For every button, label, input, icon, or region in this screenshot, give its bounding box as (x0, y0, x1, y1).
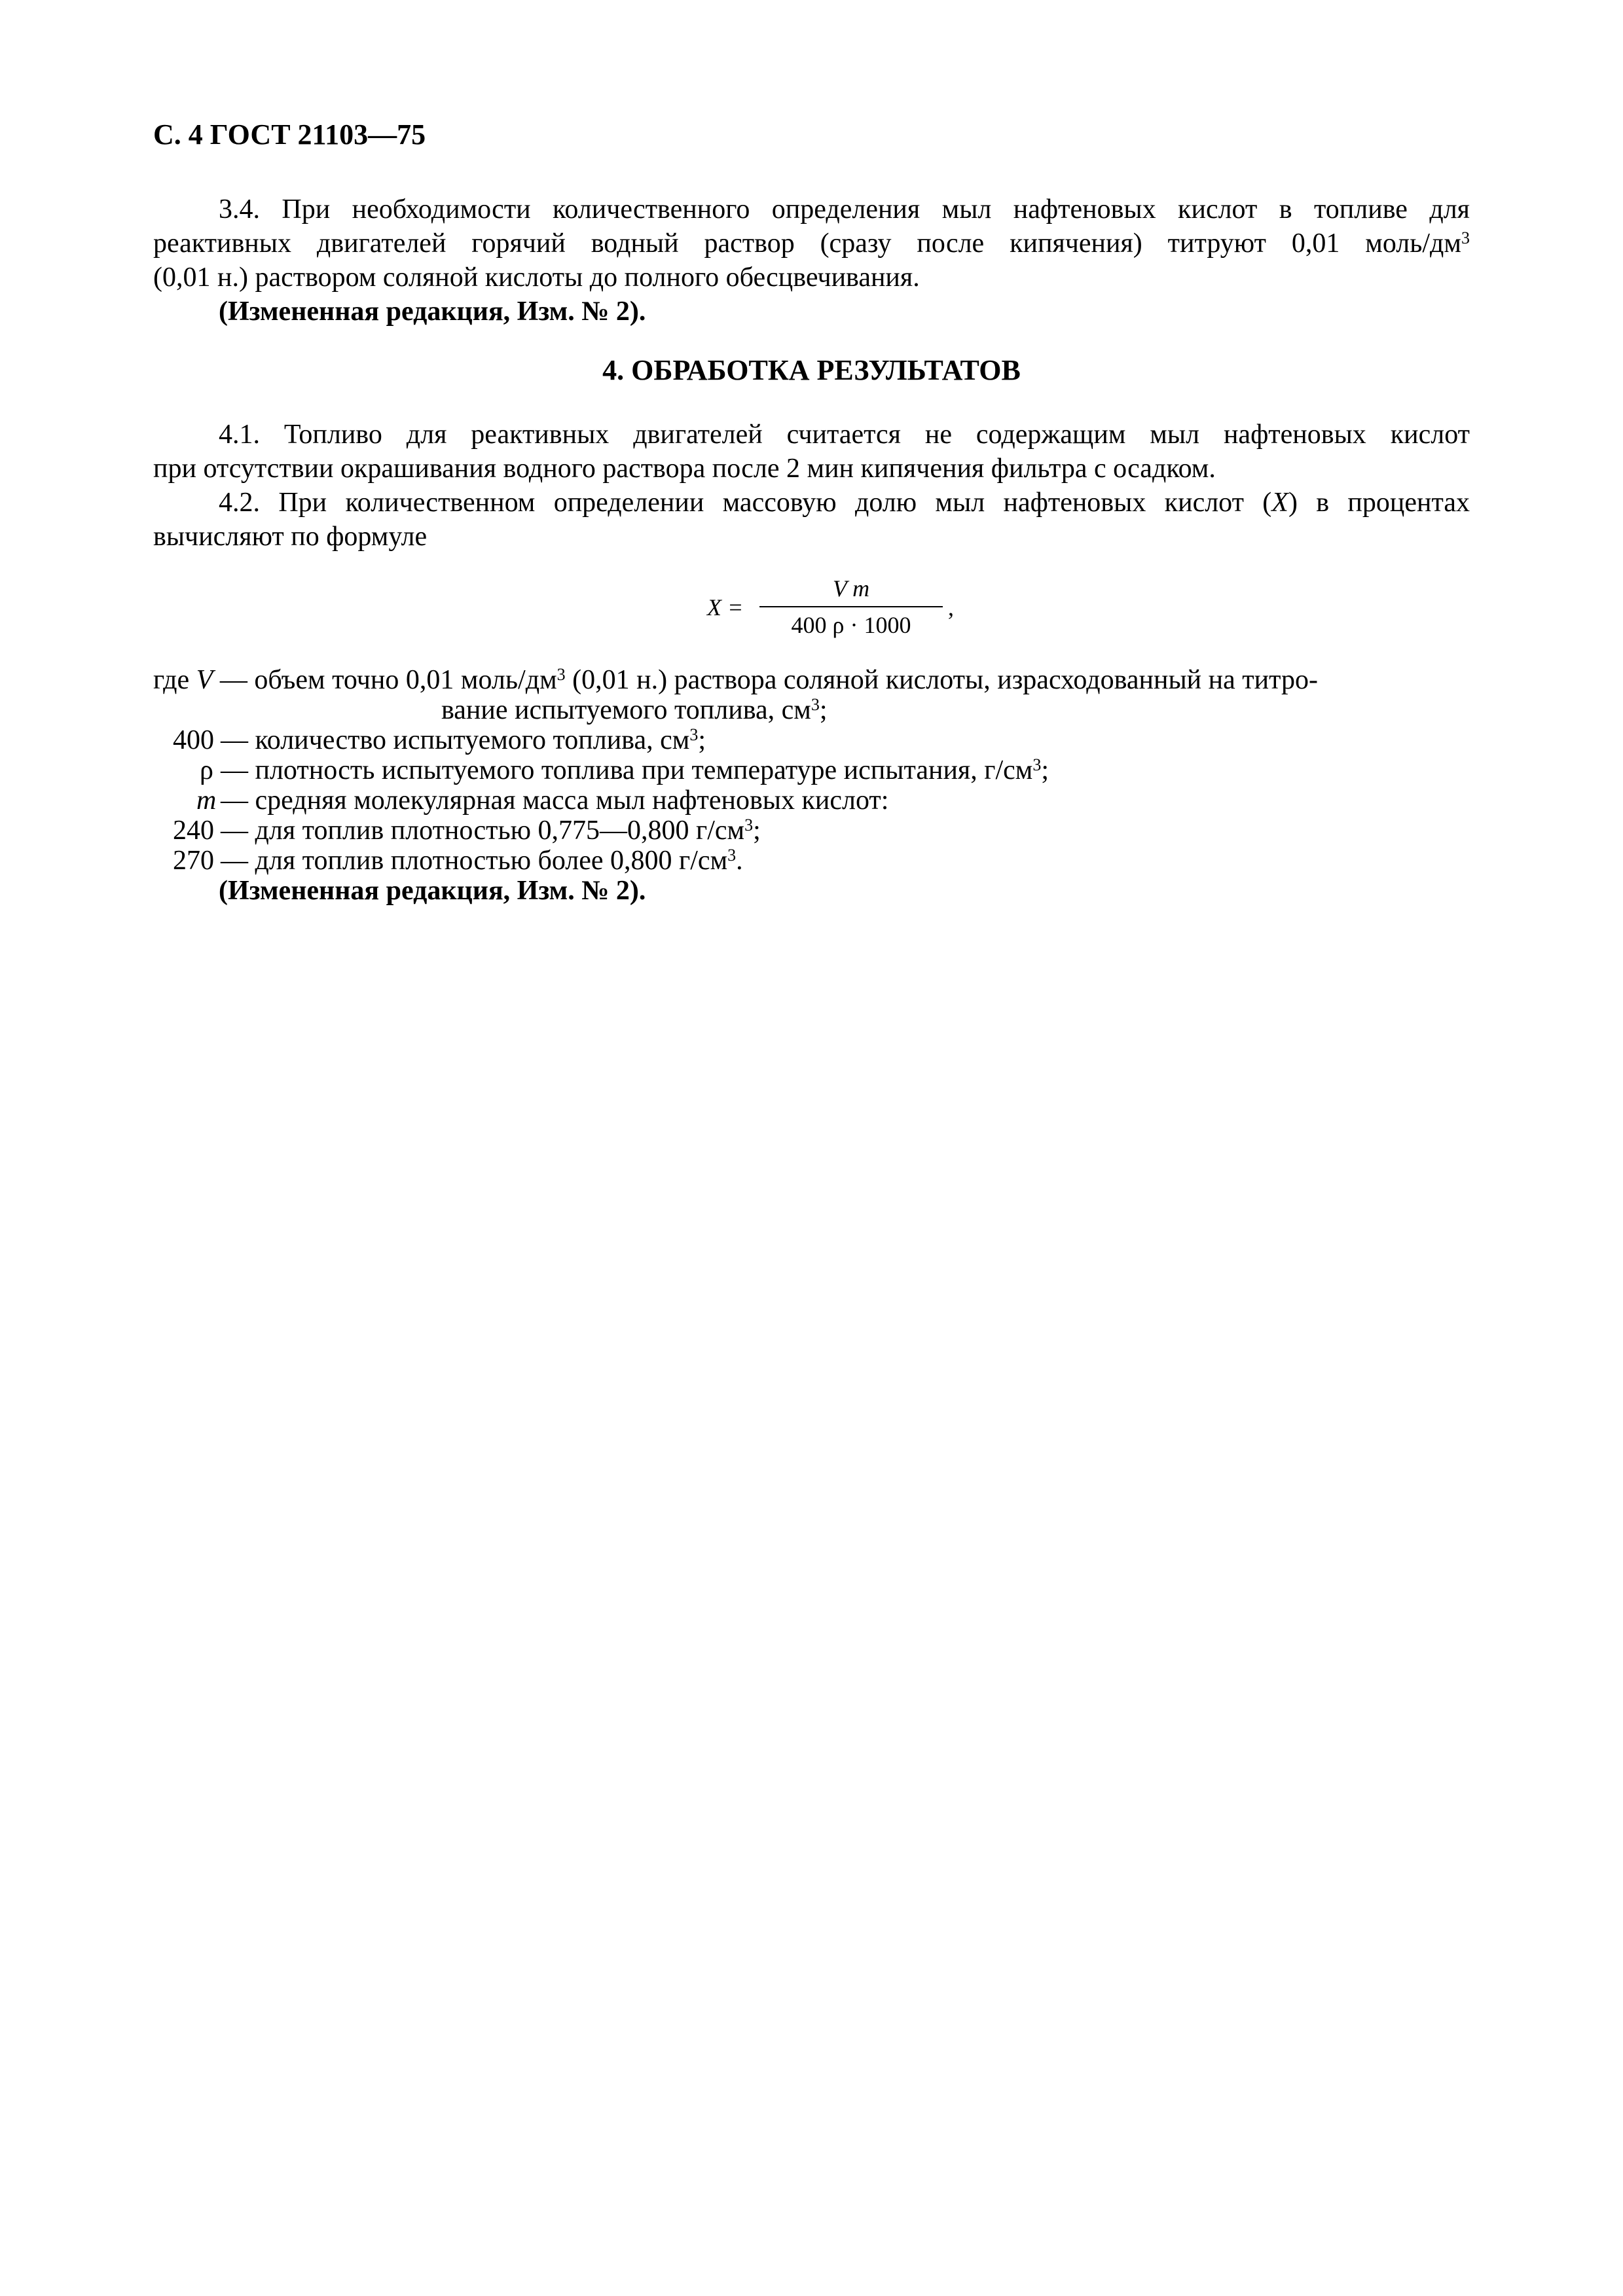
paragraph-4-2-line-1 (153, 486, 1470, 520)
legend-text-270-a: — для топлив плотностью более 0,800 г/см (221, 846, 728, 876)
legend-text-400 (221, 725, 1470, 755)
formula (707, 573, 982, 652)
legend-symbol-240: 240 (173, 816, 214, 846)
legend-text-240-a: — для топлив плотностью 0,775—0,800 г/см (221, 816, 745, 846)
legend-row-rho (153, 755, 1470, 785)
formula-comma: , (948, 594, 954, 620)
legend-text-400-b: ; (698, 725, 706, 755)
legend-text-270-b: . (736, 846, 743, 876)
paragraph-3-4-line-2-text: реактивных двигателей горячий водный раствор (сразу после кипячения) титруют 0,01 моль/дм (153, 228, 1461, 259)
legend-text-v-a: — объем точно 0,01 моль/дм (219, 665, 557, 695)
legend-text-v-continuation (441, 695, 1470, 725)
legend-symbol-rho: ρ (200, 755, 213, 785)
legend-text-240-b: ; (753, 816, 761, 846)
paragraph-3-4-line-3: (0,01 н.) раствором соляной кислоты до полного обесцвечивания. (153, 262, 920, 293)
superscript: 3 (689, 725, 699, 744)
formula-lhs: X = (707, 594, 744, 620)
paragraph-4-1-line-1: 4.1. Топливо для реактивных двигателей считается не содержащим мыл нафтеновых кислот (219, 420, 1470, 450)
superscript: 3 (744, 816, 754, 834)
variable-legend (153, 665, 1470, 906)
legend-row-v-cont (153, 695, 1470, 725)
superscript: 3 (811, 695, 820, 714)
legend-symbol-270: 270 (173, 846, 214, 876)
legend-symbol-400: 400 (173, 725, 214, 755)
running-title: С. 4 ГОСТ 21103—75 (153, 118, 426, 151)
paragraph-4-2-text-b: ) в процентах (1288, 488, 1470, 518)
legend-text-270 (221, 846, 1470, 876)
formula-fraction (759, 573, 943, 640)
legend-row-400 (153, 725, 1470, 755)
fraction-bar (759, 606, 943, 607)
amendment-note-1: (Измененная редакция, Изм. № 2). (219, 296, 646, 327)
paragraph-4-1-line-2: при отсутствии окрашивания водного раствора после 2 мин кипячения фильтра с осадком. (153, 454, 1216, 484)
legend-text-v-cont-a: вание испытуемого топлива, см (441, 695, 811, 725)
legend-symbol-m: m (196, 785, 217, 816)
legend-text-v-b: (0,01 н.) раствора соляной кислоты, израсходованный на титро- (565, 665, 1318, 695)
paragraph-3-4-line-1: 3.4. При необходимости количественного определения мыл нафтеновых кислот в топливе для (219, 194, 1470, 224)
superscript: 3 (556, 665, 566, 684)
legend-text-400-a: — количество испытуемого топлива, см (221, 725, 690, 755)
section-4-body (153, 418, 1470, 554)
legend-text-240 (221, 816, 1470, 846)
legend-text-rho-a: — плотность испытуемого топлива при температуре испытания, г/см (221, 755, 1033, 785)
superscript: 3 (727, 846, 737, 865)
paragraph-4-2-text-a: 4.2. При количественном определении массовую долю мыл нафтеновых кислот ( (219, 488, 1272, 518)
formula-denominator: 400 ρ · 1000 (791, 612, 911, 638)
variable-x: X (1271, 488, 1288, 518)
legend-text-rho-b: ; (1041, 755, 1049, 785)
legend-row-270 (153, 846, 1470, 876)
legend-where: где (153, 665, 190, 695)
legend-text-m: — средняя молекулярная масса мыл нафтеновых кислот: (221, 785, 889, 816)
superscript: 3 (1032, 755, 1042, 774)
superscript: 3 (1461, 228, 1470, 247)
paragraph-3-4-line-2 (153, 226, 1470, 260)
legend-symbol-v: V (196, 665, 213, 695)
legend-row-v (153, 665, 1470, 695)
amendment-note-2: (Измененная редакция, Изм. № 2). (219, 876, 646, 906)
legend-text-v-cont-b: ; (819, 695, 828, 725)
paragraph-3-4 (153, 192, 1470, 329)
legend-row-240 (153, 816, 1470, 846)
legend-row-m (153, 785, 1470, 816)
section-title: 4. ОБРАБОТКА РЕЗУЛЬТАТОВ (602, 354, 1021, 386)
paragraph-4-2-line-2: вычисляют по формуле (153, 522, 428, 552)
formula-numerator: V m (832, 575, 870, 601)
legend-text-rho (221, 755, 1470, 785)
